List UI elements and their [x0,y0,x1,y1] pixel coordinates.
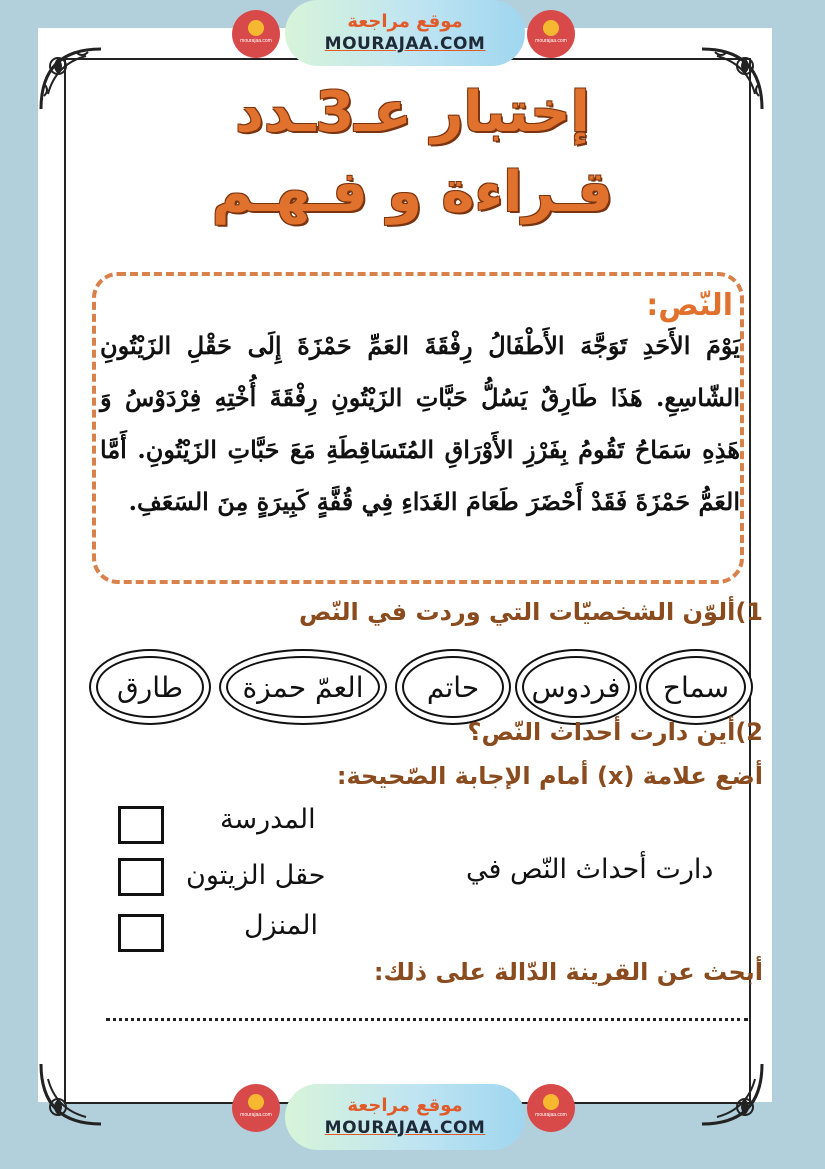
question-3-label: أبحث عن القرينة الدّالة على ذلك: [373,958,763,986]
site-logo-icon: mourajaa.com [527,1084,575,1132]
option-checkbox-home[interactable] [118,914,164,952]
site-logo-icon: mourajaa.com [527,10,575,58]
character-cloud-firdaws[interactable]: فردوس [522,656,630,718]
site-banner-top[interactable] [285,0,525,66]
passage-text: يَوْمَ الأَحَدِ تَوَجَّهَ الأَطْفَالُ رِفْقَةَ العَمِّ حَمْزَةَ إِلَى حَقْلِ الزَيْتُونِ الشّاسِعِ. هَذَا طَارِقٌ يَسُلُّ حَبَّاتِ الزَيْتُونِ رِفْقَةَ أُخْتِهِ فِرْدَوْسُ وَ هَذِهِ سَمَاحُ تَقُومُ بِفَرْزِ الأَوْرَاقِ المُتَسَاقِطَةِ مَعَ حَبَّاتِ الزَيْتُونِ. أَمَّا العَمُّ حَمْزَةَ فَقَدْ أَحْضَرَ طَعَامَ الغَدَاءِ فِي قُفَّةٍ كَبِيرَةٍ مِنَ السَعَفِ. [100,331,740,516]
option-checkbox-olive-field[interactable] [118,858,164,896]
question-2-stem: دارت أحداث النّص في [466,854,714,885]
site-logo-icon: mourajaa.com [232,10,280,58]
site-logo-icon: mourajaa.com [232,1084,280,1132]
site-name-arabic: موقع مراجعة [347,11,463,32]
character-cloud-uncle-hamza[interactable]: العمّ حمزة [226,656,380,718]
test-title: إختبار عـ3ـدد [235,80,590,145]
corner-ornament-icon [697,1059,767,1129]
test-subtitle: قـراءة و فـهـم [211,160,614,225]
question-2-label: 2)أين دارت أحداث النّص؟ [467,718,763,746]
character-cloud-hatem[interactable]: حاتم [402,656,504,718]
character-cloud-samah[interactable]: سماح [646,656,746,718]
option-home: المنزل [244,910,318,941]
option-olive-field: حقل الزيتون [186,860,326,891]
question-1-label: 1)ألوّن الشخصيّات التي وردت في النّص [298,598,763,626]
answer-line[interactable] [106,1018,748,1021]
character-cloud-tarek[interactable]: طارق [96,656,204,718]
site-name-latin: MOURAJAA.COM [324,1118,486,1138]
question-2-instruction: أضع علامة (x) أمام الإجابة الصّحيحة: [336,762,763,790]
site-banner-bottom[interactable] [285,1084,525,1150]
site-name-latin: MOURAJAA.COM [324,34,486,54]
corner-ornament-icon [36,1059,106,1129]
option-checkbox-school[interactable] [118,806,164,844]
option-school: المدرسة [220,804,316,835]
passage-label: النّص: [646,288,733,323]
site-name-arabic: موقع مراجعة [347,1095,463,1116]
